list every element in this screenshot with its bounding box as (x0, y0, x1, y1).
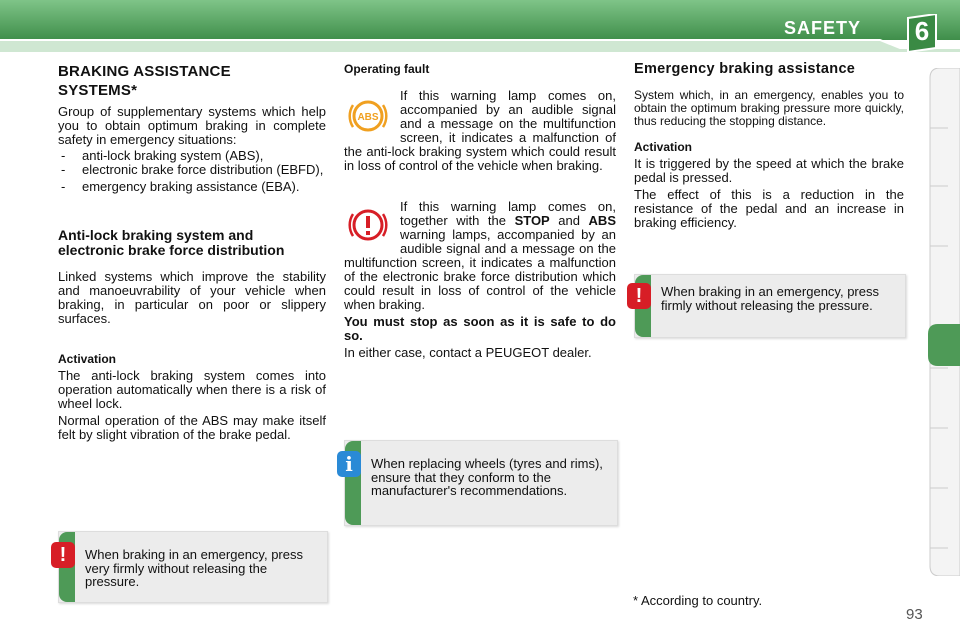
info-note (344, 440, 618, 526)
warning-icon: ! (51, 542, 75, 568)
activation-text-2: Normal operation of the ABS may make itself felt by slight vibration of the brake pedal. (58, 413, 326, 442)
abs-icon-label: ABS (357, 112, 379, 123)
icon-spacer (344, 89, 400, 143)
list-item: - anti-lock braking system (ABS), (58, 149, 326, 163)
effect-text: The effect of this is a reduction in the resistance of the pedal and an increase in braking efficiency. (634, 187, 904, 230)
info-icon: i (337, 451, 361, 477)
contact-dealer-text: In either case, contact a PEUGEOT dealer. (344, 345, 592, 360)
footnote: * According to country. (633, 593, 763, 608)
warning-note-1 (58, 531, 328, 603)
emergency-intro: System which, in an emergency, enables you to obtain the optimum braking pressure more quickly, thus reducing the stopping distance. (634, 88, 904, 128)
and-text: and (549, 213, 589, 228)
page-number: 93 (906, 606, 923, 623)
note-text: When braking in an emergency, press very firmly without releasing the pressure. (85, 547, 303, 589)
warning-icon: ! (627, 283, 651, 309)
fault-text-2 (344, 200, 616, 360)
section-title: SAFETY (784, 18, 862, 38)
title-line-1: BRAKING ASSISTANCE (58, 63, 231, 80)
icon-spacer (344, 200, 400, 254)
activation-text-1: The anti-lock braking system comes into operation automatically when there is a risk of wheel lock. (58, 368, 326, 411)
activation-title: Activation (58, 352, 117, 366)
operating-fault-title: Operating fault (344, 62, 430, 76)
trigger-text: It is triggered by the speed at which the brake pedal is pressed. (634, 156, 904, 185)
warning-note-2 (634, 274, 906, 338)
column-braking-assistance (58, 62, 326, 442)
note-text: When replacing wheels (tyres and rims), ensure that they conform to the manufacturer's recommendations. (371, 456, 603, 498)
note-text: When braking in an emergency, press firmly without releasing the pressure. (661, 284, 879, 313)
column-emergency-braking (634, 62, 904, 230)
column-operating-fault (344, 62, 616, 76)
chapter-tabs (926, 68, 960, 576)
intro-text: Group of supplementary systems which help you to obtain optimum braking in complete safety in emergency situations: (58, 104, 326, 147)
chapter-number: 6 (914, 16, 930, 46)
fault-paragraph-2b: warning lamps, accompanied by an audible signal and a message on the multifunction screen, it indicates a malfunction of the electronic brake force distribution which could result in loss of control of the vehicle when braking. (344, 227, 616, 312)
must-stop-text: You must stop as soon as it is safe to do so. (344, 314, 616, 343)
fault-paragraph-2a: If this warning lamp comes on, together with the (400, 199, 616, 228)
systems-list (58, 149, 326, 194)
fault-paragraph-1: If this warning lamp comes on, accompanied by an audible signal and a message on the multifunction screen, it indicates a malfunction of the anti-lock braking system which could result in loss of control of the vehicle when braking. (344, 88, 616, 173)
activation-title-2: Activation (634, 140, 693, 154)
abs-text: Linked systems which improve the stability and manoeuvrability of your vehicle when braking, in particular on poor or slippery surfaces. (58, 269, 326, 326)
fault-text-1 (344, 89, 616, 173)
emergency-braking-title: Emergency braking assistance (634, 61, 856, 77)
stop-lamp-label: STOP (514, 213, 550, 228)
title-line-2: SYSTEMS* (58, 82, 138, 99)
braking-assistance-title (58, 62, 326, 100)
list-item: - emergency braking assistance (EBA). (58, 180, 326, 194)
list-item: - electronic brake force distribution (EBFD), (58, 163, 326, 177)
abs-section-title: Anti-lock braking system and electronic brake force distribution (58, 227, 285, 258)
abs-lamp-label: ABS (588, 213, 616, 228)
